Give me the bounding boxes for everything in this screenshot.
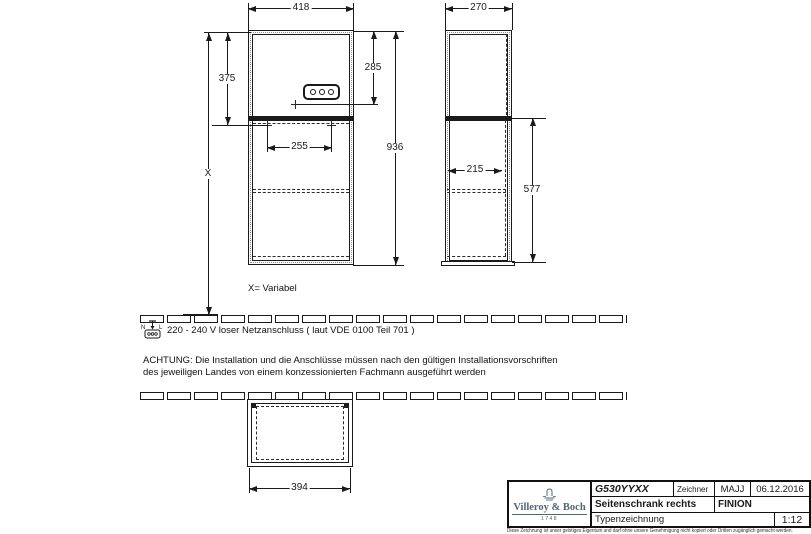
product-series: FINION bbox=[718, 499, 752, 510]
extension-line bbox=[267, 125, 268, 152]
side-hidden-shelf-line-2 bbox=[447, 192, 506, 193]
wall-fixing-block-left bbox=[251, 403, 256, 408]
front-hidden-bottom-line bbox=[253, 256, 349, 257]
title-block bbox=[507, 480, 811, 528]
title-block-row-2 bbox=[592, 497, 809, 513]
dim-socket-height bbox=[364, 31, 382, 105]
document-type: Typenzeichnung bbox=[592, 513, 775, 526]
dim-side-lower-height-label: 577 bbox=[523, 184, 541, 195]
title-block-fields bbox=[592, 482, 809, 526]
extension-line bbox=[350, 468, 351, 493]
brand-name: Villeroy & Boch bbox=[513, 502, 586, 513]
dim-variable-label: X bbox=[204, 168, 212, 179]
drawing-scale: 1:12 bbox=[781, 513, 803, 526]
extension-line bbox=[512, 262, 546, 263]
side-hidden-bottom-line bbox=[447, 256, 506, 257]
wall-fixing-block-right bbox=[344, 403, 349, 408]
dim-side-depth bbox=[445, 4, 512, 13]
dim-socket-offset bbox=[267, 143, 332, 152]
extension-line bbox=[296, 104, 378, 105]
extension-line bbox=[353, 265, 404, 266]
title-block-row-3 bbox=[592, 513, 809, 526]
extension-line bbox=[353, 3, 354, 30]
extension-line bbox=[512, 118, 546, 119]
dim-top-width bbox=[249, 484, 350, 493]
drafter-initials: MAJJ bbox=[715, 482, 751, 496]
dim-variable-height bbox=[204, 33, 213, 315]
extension-line bbox=[248, 3, 249, 30]
dim-socket-height-label: 285 bbox=[364, 62, 382, 73]
dim-upper-height bbox=[218, 33, 236, 125]
floor-reference-tick bbox=[183, 314, 218, 316]
side-open-compartment-hidden-outline bbox=[449, 34, 507, 115]
front-hidden-shelf-line-2 bbox=[253, 192, 349, 193]
title-block-row-1 bbox=[592, 482, 809, 497]
villeroy-boch-fountain-icon bbox=[542, 487, 557, 502]
variable-note: X= Variabel bbox=[248, 283, 297, 294]
product-name: Seitenschrank rechts bbox=[592, 497, 715, 512]
dim-side-depth-label: 270 bbox=[470, 2, 487, 13]
drawing-date: 06.12.2016 bbox=[756, 483, 804, 495]
socket-hole-icon bbox=[310, 89, 316, 95]
top-hidden-outline bbox=[256, 406, 344, 460]
extension-line bbox=[512, 3, 513, 30]
dim-side-inner-depth bbox=[448, 166, 502, 175]
top-view-cabinet bbox=[247, 399, 353, 467]
extension-line bbox=[331, 125, 332, 152]
dim-upper-height-label: 375 bbox=[218, 73, 236, 84]
dim-top-width-label: 394 bbox=[291, 482, 308, 493]
drafter-label: Zeichner bbox=[674, 482, 715, 496]
side-door-hidden-line bbox=[505, 120, 506, 256]
dim-front-width bbox=[248, 4, 354, 13]
dim-side-lower-height bbox=[523, 118, 541, 262]
extension-line bbox=[249, 468, 250, 493]
extension-line bbox=[204, 32, 251, 33]
extension-line bbox=[445, 3, 446, 30]
socket-hole-icon bbox=[328, 89, 334, 95]
warning-note-line2: des jeweiligen Landes von einem konzessionierten Fachmann ausgeführt werden bbox=[143, 366, 486, 378]
article-number: G530YYXX bbox=[592, 482, 674, 496]
dim-socket-offset-label: 255 bbox=[291, 141, 308, 152]
svg-text:L: L bbox=[159, 325, 163, 331]
copyright-disclaimer: Diese Zeichnung ist unser geistiges Eigentum und darf ohne unsere Genehmigung nicht kopiert oder Dritten zugänglich gemacht werden. bbox=[507, 527, 793, 534]
socket-hole-icon bbox=[319, 89, 325, 95]
warning-note-line1: ACHTUNG: Die Installation und die Anschlüsse müssen nach den gültigen Installationsvorschriften bbox=[143, 355, 558, 366]
wall-tile-band bbox=[140, 392, 627, 400]
extension-line bbox=[353, 31, 404, 32]
side-hidden-shelf-line-1 bbox=[447, 189, 506, 190]
power-note: 220 - 240 V loser Netzanschluss ( laut VDE 0100 Teil 701 ) bbox=[167, 325, 415, 336]
dim-front-width-label: 418 bbox=[292, 2, 310, 13]
extension-line bbox=[212, 125, 268, 126]
dim-total-height-label: 936 bbox=[386, 142, 404, 153]
dim-total-height bbox=[386, 31, 404, 265]
side-bottom-plate bbox=[441, 261, 515, 266]
power-socket-symbol bbox=[303, 84, 340, 100]
dim-side-inner-depth-label: 215 bbox=[466, 164, 484, 175]
side-shelf bbox=[446, 116, 511, 121]
brand-established-year: 1748 bbox=[540, 516, 559, 522]
front-hidden-shelf-line-1 bbox=[253, 189, 349, 190]
brand-logo bbox=[509, 482, 592, 526]
svg-text:N: N bbox=[141, 325, 146, 331]
floor-tile-band bbox=[140, 315, 627, 323]
power-connection-icon bbox=[141, 320, 164, 339]
